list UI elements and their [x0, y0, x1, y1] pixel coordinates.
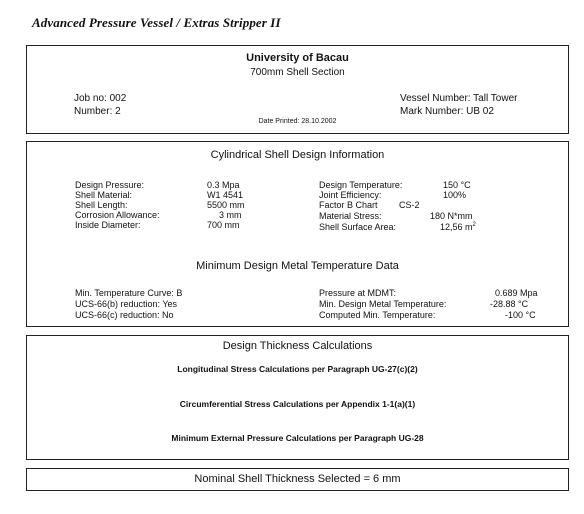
left-label: Shell Length:: [75, 200, 128, 210]
left-value: 700 mm: [207, 220, 240, 230]
thickness-title: Design Thickness Calculations: [222, 340, 373, 352]
mdmt-right-label: Computed Min. Temperature:: [319, 310, 436, 320]
mdmt-left-item: UCS-66(c) reduction: No: [75, 310, 174, 320]
left-value: 3 mm: [219, 210, 242, 220]
shell-design-section: [26, 141, 569, 327]
document-title: Advanced Pressure Vessel / Extras Stripper II: [32, 15, 281, 30]
right-label: Material Stress:: [319, 211, 382, 221]
date-printed: Date Printed: 28.10.2002: [258, 118, 337, 125]
mark-number: Mark Number: UB 02: [400, 106, 494, 117]
right-value: 100%: [443, 190, 467, 200]
thickness-calc-line: Minimum External Pressure Calculations per Paragraph UG-28: [171, 433, 424, 443]
left-label: Inside Diameter:: [75, 220, 141, 230]
left-value: 0.3 Mpa: [207, 180, 240, 190]
surface-area-exponent: 2: [472, 222, 476, 228]
right-label: Shell Surface Area:: [319, 222, 397, 232]
mdmt-right-value: -100 °C: [505, 310, 536, 320]
left-value: 5500 mm: [207, 200, 245, 210]
left-label: Design Pressure:: [75, 180, 145, 190]
mdmt-left-item: UCS-66(b) reduction: Yes: [75, 299, 178, 309]
vessel-number: Vessel Number: Tall Tower: [400, 93, 518, 104]
organization-name: University of Bacau: [246, 52, 349, 64]
nominal-thickness-section: [26, 468, 569, 491]
mdmt-right-label: Pressure at MDMT:: [319, 288, 397, 298]
mdmt-right-value: -28.88 °C: [490, 299, 529, 309]
job-number: Job no: 002: [74, 93, 127, 104]
left-label: Corrosion Allowance:: [75, 210, 160, 220]
header-section: [26, 45, 569, 134]
left-label: Shell Material:: [75, 190, 133, 200]
right-value: [440, 222, 476, 232]
right-label: Joint Efficiency:: [319, 190, 382, 200]
section-name: 700mm Shell Section: [250, 67, 345, 78]
mdmt-left-item: Min. Temperature Curve: B: [75, 288, 183, 298]
thickness-calc-line: Longitudinal Stress Calculations per Paragraph UG-27(c)(2): [177, 364, 418, 374]
right-label: Factor B Chart: [319, 200, 378, 210]
surface-area-value: 12,56 m: [440, 222, 473, 232]
right-value: 150 °C: [443, 180, 471, 190]
nominal-thickness: Nominal Shell Thickness Selected = 6 mm: [194, 473, 401, 485]
thickness-calc-line: Circumferential Stress Calculations per Appendix 1-1(a)(1): [179, 399, 416, 409]
mdmt-title: Minimum Design Metal Temperature Data: [196, 260, 399, 272]
right-label: Design Temperature:: [319, 180, 403, 190]
thickness-section: [26, 335, 569, 460]
mdmt-right-value: 0.689 Mpa: [495, 288, 538, 298]
right-value: CS-2: [399, 200, 420, 210]
number: Number: 2: [74, 106, 121, 117]
shell-design-title: Cylindrical Shell Design Information: [210, 149, 385, 161]
right-value: 180 N*mm: [430, 211, 473, 221]
left-value: W1 4541: [207, 190, 244, 200]
mdmt-right-label: Min. Design Metal Temperature:: [319, 299, 447, 309]
